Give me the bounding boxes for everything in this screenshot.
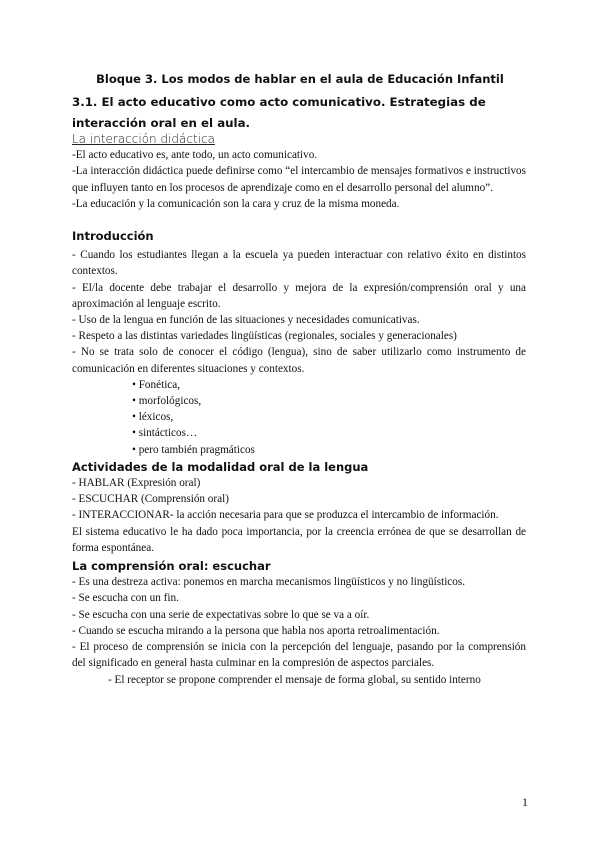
paragraph: - ESCUCHAR (Comprensión oral) — [72, 493, 229, 506]
paragraph: - Respeto a las distintas variedades lingüísticas (regionales, sociales y generacionales) — [72, 330, 457, 343]
paragraph: - Se escucha con una serie de expectativas sobre lo que se va a oír. — [72, 608, 370, 621]
list-item: • sintácticos… — [132, 427, 198, 440]
paragraph: - El/la docente debe trabajar el desarrollo y mejora de la expresión/comprensión oral y una aproximación al lenguaje escrito. — [72, 281, 526, 310]
list-item: • morfológicos, — [132, 395, 202, 408]
heading-actividades: Actividades de la modalidad oral de la lengua — [72, 459, 369, 474]
paragraph: - INTERACCIONAR- la acción necesaria para que se produzca el intercambio de información. — [72, 509, 499, 522]
paragraph: -El acto educativo es, ante todo, un acto comunicativo. — [72, 149, 318, 162]
paragraph: -La educación y la comunicación son la cara y cruz de la misma moneda. — [72, 197, 400, 210]
list-item: • léxicos, — [132, 411, 174, 424]
paragraph: -La interacción didáctica puede definirse como “el intercambio de mensajes formativos e instructivos que influyen tanto en los procesos de aprendizaje como en el desarrollo personal del alumno”. — [72, 165, 526, 194]
indented-paragraph: - El receptor se propone comprender el mensaje de forma global, su sentido interno — [108, 673, 481, 686]
subheading-interaccion: La interacción didáctica — [72, 132, 215, 146]
document-body — [72, 131, 526, 688]
paragraph: - Es una destreza activa: ponemos en marcha mecanismos lingüísticos y no lingüísticos. — [72, 576, 466, 589]
paragraph: - Cuando los estudiantes llegan a la escuela ya pueden interactuar con relativo éxito en distintos contextos. — [72, 249, 526, 278]
list-item: • pero también pragmáticos — [132, 443, 255, 456]
paragraph: - No se trata solo de conocer el código (lengua), sino de saber utilizarlo como instrumento de comunicación en diferentes situaciones y contextos. — [72, 346, 526, 375]
list-item: • Fonética, — [132, 378, 181, 391]
section-heading: 3.1. El acto educativo como acto comunicativo. Estrategias de interacción oral en el aula. — [72, 95, 486, 130]
heading-comprension: La comprensión oral: escuchar — [72, 559, 271, 574]
heading-introduccion: Introducción — [72, 229, 154, 244]
page-number: 1 — [522, 795, 528, 809]
paragraph: - Uso de la lengua en función de las situaciones y necesidades comunicativas. — [72, 314, 420, 327]
paragraph: El sistema educativo le ha dado poca importancia, por la creencia errónea de que se desarrollan de forma espontánea. — [72, 525, 526, 554]
paragraph: - Cuando se escucha mirando a la persona que habla nos aporta retroalimentación. — [72, 624, 440, 637]
bullet-list — [72, 377, 526, 458]
document-title: Bloque 3. Los modos de hablar en el aula de Educación Infantil — [96, 72, 504, 86]
paragraph: - El proceso de comprensión se inicia con la percepción del lenguaje, pasando por la comprensión del significado en general hasta culminar en la compresión de aspectos parciales. — [72, 641, 526, 670]
paragraph: - Se escucha con un fin. — [72, 592, 179, 605]
paragraph: - HABLAR (Expresión oral) — [72, 477, 201, 490]
